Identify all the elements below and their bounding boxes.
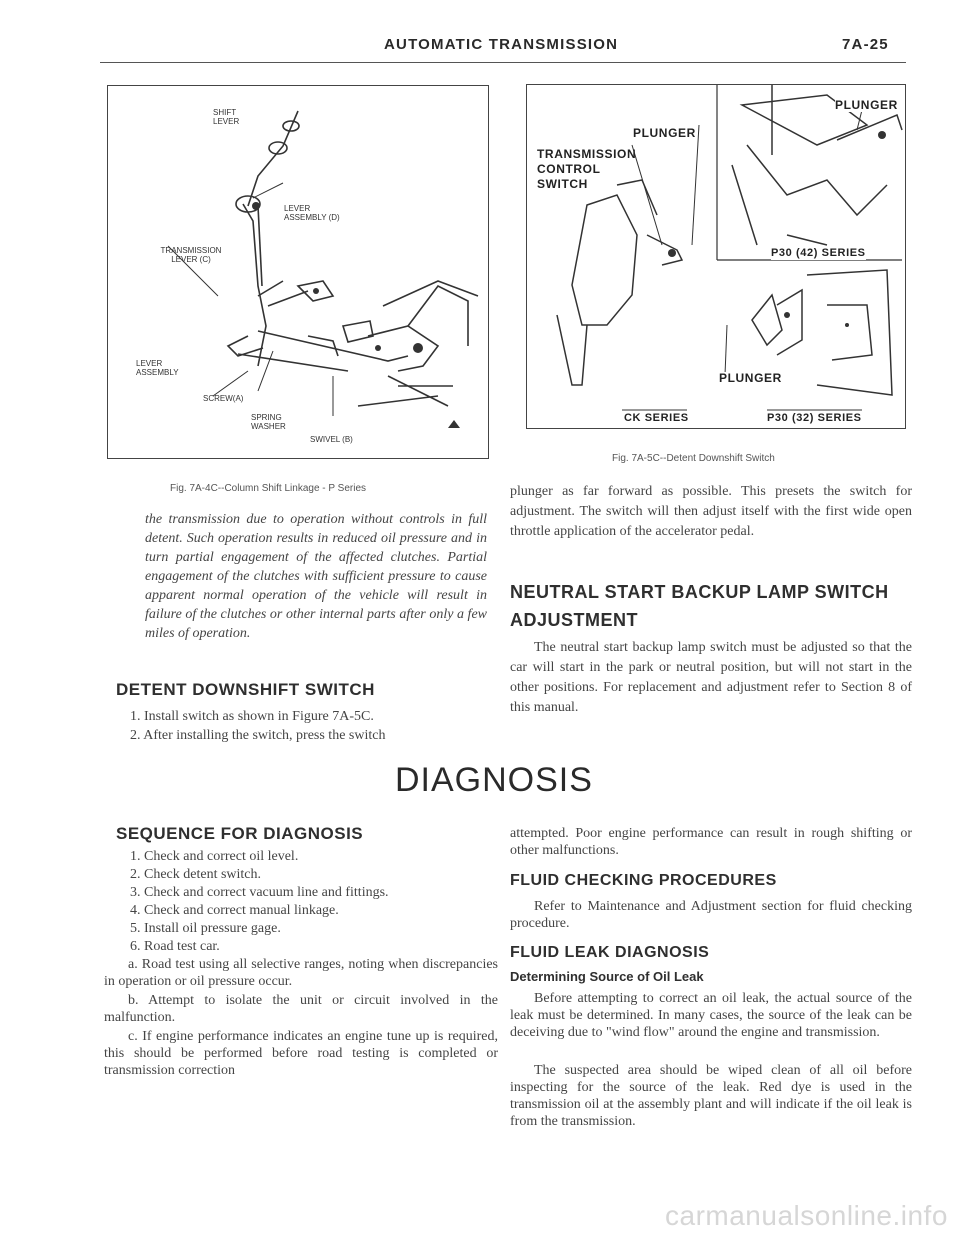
label-transmission-lever: TRANSMISSION LEVER (C) <box>160 246 222 264</box>
plunger-paragraph: plunger as far forward as possible. This presets the switch for adjustment. The switch will then adjust itself with the first wide open throttle application of the accelerator pedal. <box>510 484 912 539</box>
running-header: AUTOMATIC TRANSMISSION <box>384 36 619 53</box>
detent-downshift-heading: DETENT DOWNSHIFT SWITCH <box>116 680 375 699</box>
list-item: 2. Check detent switch. <box>130 867 262 882</box>
sub-step-a: a. Road test using all selective ranges, noting when discrepancies in operation or oil pressure occur. <box>104 957 498 989</box>
detent-steps-list <box>130 707 500 745</box>
italic-caution-paragraph: the transmission due to operation without controls in full detent. Such operation results in reduced oil pressure and in turn partial engagement of the affected clutches. Partial engagement of the clutches with sufficient pressure to cause apparent normal operation of the vehicle will result in failure of the clutches or other internal parts after only a few miles of operation. <box>145 512 487 641</box>
sub-step-c: c. If engine performance indicates an engine tune up is required, this should be performed before road testing is completed or transmission correction <box>104 1029 498 1078</box>
list-item: 4. Check and correct manual linkage. <box>130 903 339 918</box>
source-paragraph-2: The suspected area should be wiped clean of all oil before inspecting for the source of the leak. Red dye is used in the transmission oil at the assembly plant and will indicate if the oil leak is from the transmission. <box>510 1063 912 1129</box>
figure-column-shift-linkage <box>107 85 489 459</box>
label-plunger-left: PLUNGER <box>633 126 696 140</box>
sequence-list <box>130 848 500 956</box>
figure-caption-7a-4c: Fig. 7A-4C--Column Shift Linkage - P Series <box>170 483 367 494</box>
fluid-leak-heading: FLUID LEAK DIAGNOSIS <box>510 944 710 961</box>
section-title-diagnosis: DIAGNOSIS <box>395 761 593 799</box>
sequence-heading: SEQUENCE FOR DIAGNOSIS <box>116 824 364 843</box>
label-ck-series: CK SERIES <box>624 412 689 424</box>
label-shift-lever: SHIFT LEVER <box>213 108 240 126</box>
source-of-leak-heading: Determining Source of Oil Leak <box>510 969 704 984</box>
label-p30-32-series: P30 (32) SERIES <box>767 412 862 424</box>
list-item: 2. After installing the switch, press the switch <box>130 728 386 743</box>
list-item: 5. Install oil pressure gage. <box>130 921 281 936</box>
figure-caption-7a-5c: Fig. 7A-5C--Detent Downshift Switch <box>612 453 775 464</box>
linkage-illustration <box>108 86 488 458</box>
label-plunger-top: PLUNGER <box>835 98 898 112</box>
label-spring-washer: SPRING WASHER <box>251 413 286 431</box>
diagnosis-continuation: attempted. Poor engine performance can result in rough shifting or other malfunctions. <box>510 826 912 858</box>
fluid-checking-heading: FLUID CHECKING PROCEDURES <box>510 872 777 889</box>
neutral-start-heading-line2: ADJUSTMENT <box>510 610 639 630</box>
label-transmission-control-switch: TRANSMISSION CONTROL SWITCH <box>537 147 637 191</box>
label-lever-assembly-d: LEVER ASSEMBLY (D) <box>284 204 340 222</box>
neutral-start-heading-line1: NEUTRAL START BACKUP LAMP SWITCH <box>510 582 889 602</box>
neutral-start-paragraph: The neutral start backup lamp switch must be adjusted so that the car will start in the park or neutral position, but will not start in the other positions. For replacement and adjustment refer to Section 8 of this manual. <box>510 640 912 715</box>
list-item: 1. Check and correct oil level. <box>130 849 299 864</box>
watermark: carmanualsonline.info <box>665 1200 948 1231</box>
label-p30-42-series: P30 (42) SERIES <box>771 247 866 259</box>
label-swivel: SWIVEL (B) <box>310 435 353 444</box>
label-screw: SCREW(A) <box>203 394 244 403</box>
page-number: 7A-25 <box>842 36 889 53</box>
header-rule <box>100 62 906 63</box>
list-item: 3. Check and correct vacuum line and fittings. <box>130 885 389 900</box>
list-item: 6. Road test car. <box>130 939 220 954</box>
sub-step-b: b. Attempt to isolate the unit or circuit involved in the malfunction. <box>104 993 498 1025</box>
neutral-start-heading <box>510 578 889 634</box>
figure-detent-downshift-switch <box>526 84 906 429</box>
label-plunger-bottom: PLUNGER <box>719 371 782 385</box>
label-lever-assembly: LEVER ASSEMBLY <box>136 359 179 377</box>
source-paragraph-1: Before attempting to correct an oil leak, the actual source of the leak must be determined. In many cases, the source of the leak can be deceiving due to "wind flow" around the engine and transmission. <box>510 991 912 1040</box>
fluid-checking-paragraph: Refer to Maintenance and Adjustment section for fluid checking procedure. <box>510 899 912 931</box>
list-item: 1. Install switch as shown in Figure 7A-5C. <box>130 709 374 724</box>
